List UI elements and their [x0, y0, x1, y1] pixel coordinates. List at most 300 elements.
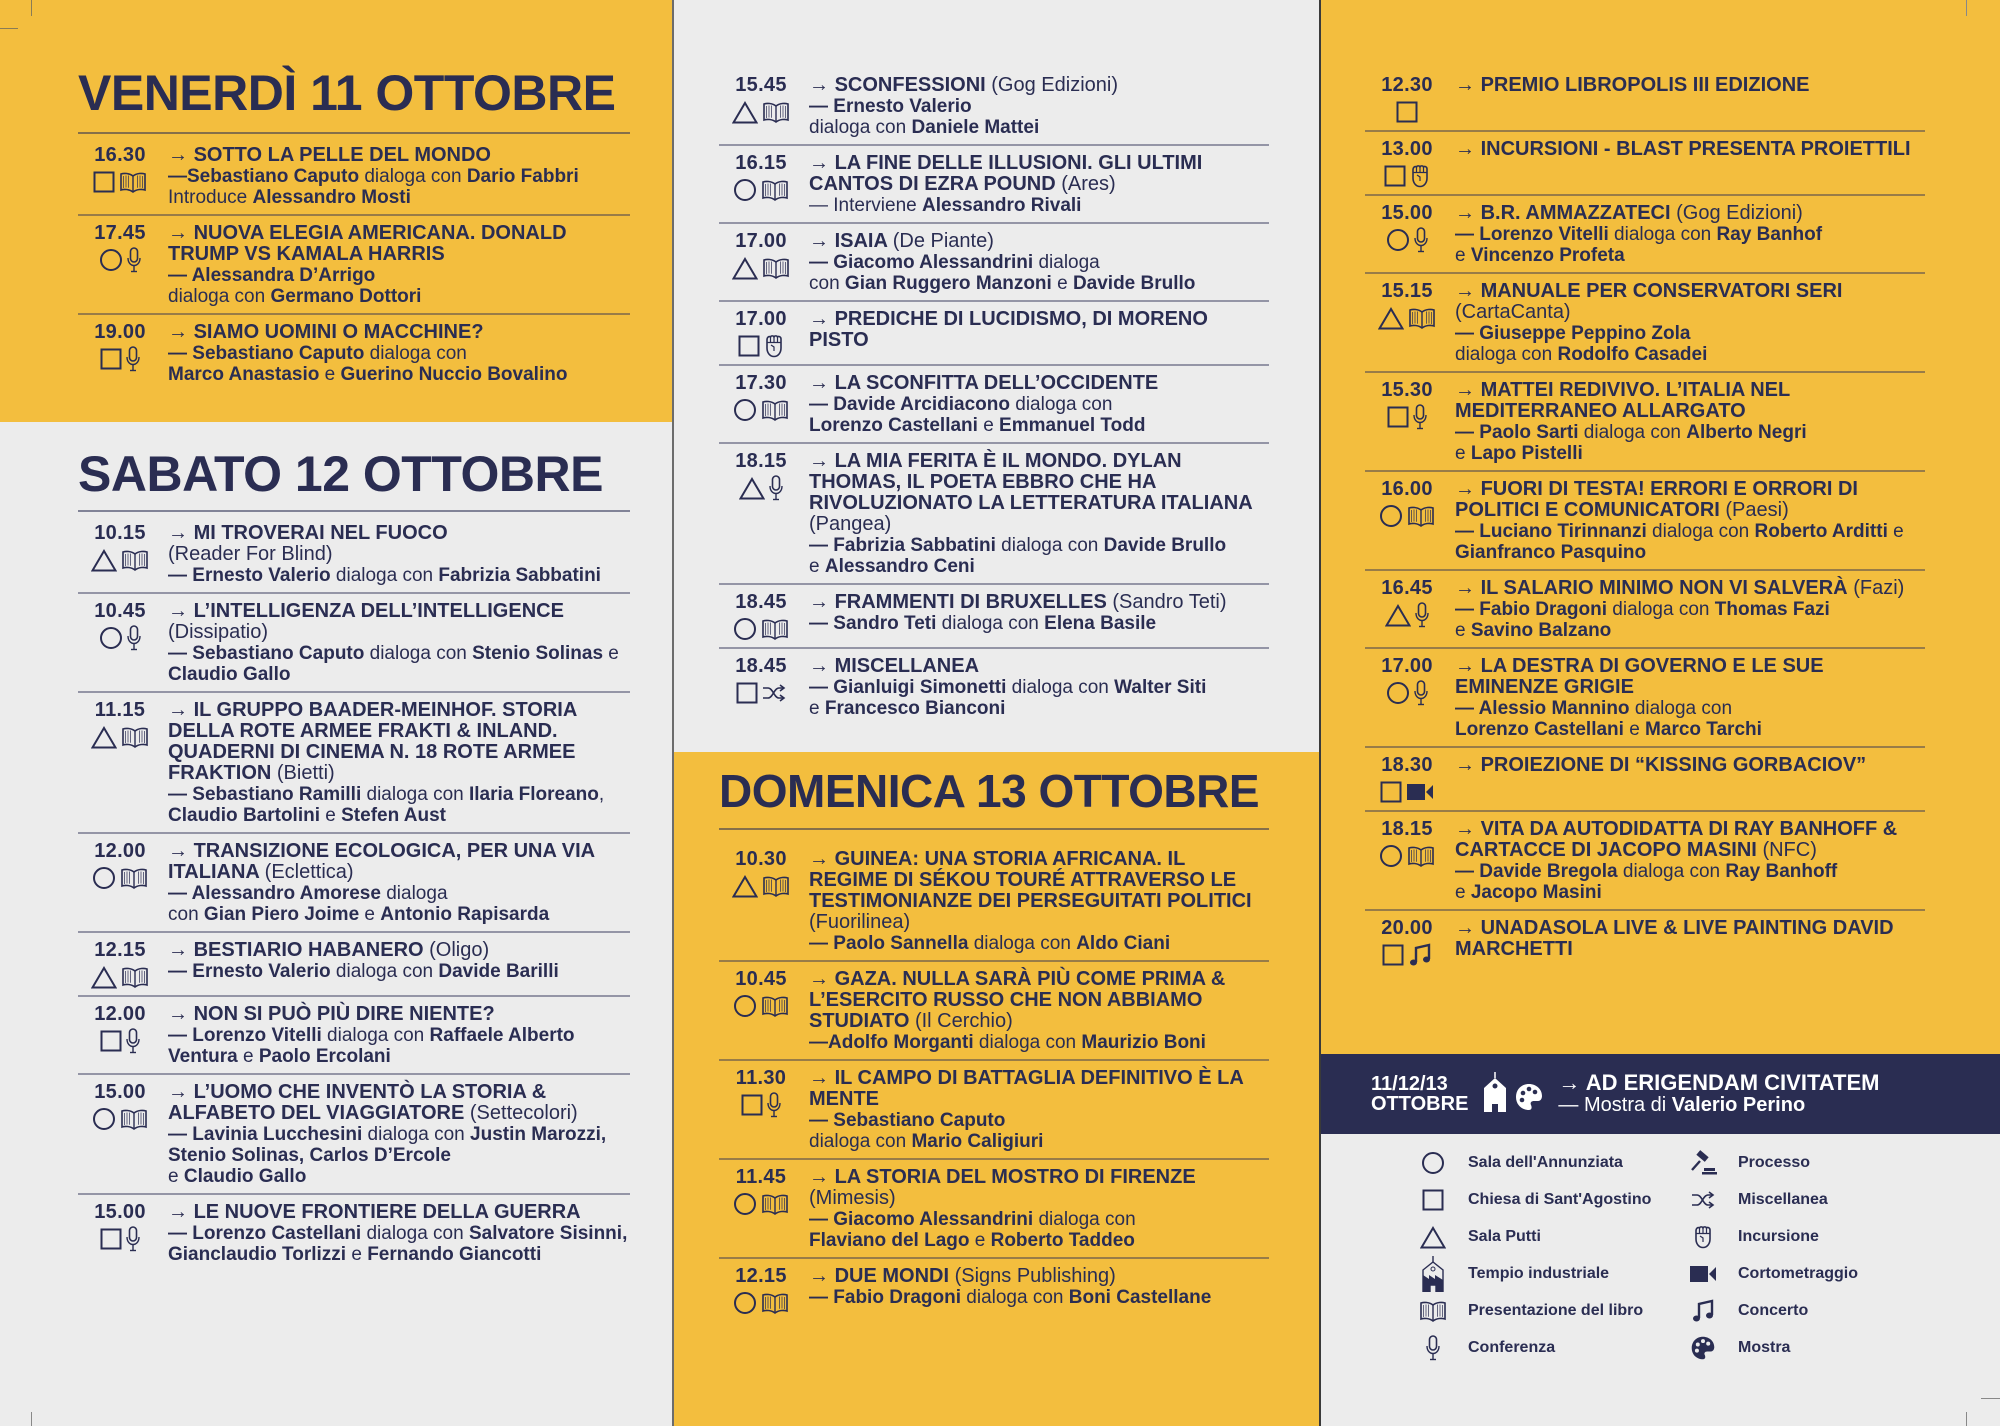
event-publisher: (Oligo): [429, 939, 490, 961]
event-icons: [719, 994, 803, 1018]
event-title-text: B.R. AMMAZZATECI: [1480, 202, 1671, 224]
connector-text: e: [1455, 620, 1471, 641]
connector-text: e: [168, 1166, 184, 1187]
book-icon: [121, 966, 149, 988]
arrow-icon: →: [809, 1166, 835, 1188]
event-details: [168, 940, 630, 989]
crop-mark: [1966, 0, 1967, 16]
speaker-name: — Davide Arcidiacono: [809, 394, 1010, 415]
event-title: [168, 700, 630, 784]
event-title: [1455, 656, 1925, 698]
exhibition-banner: [1321, 1054, 2000, 1134]
triangle-venue-icon: [91, 966, 117, 989]
event-row[interactable]: [719, 302, 1269, 366]
event-row[interactable]: [78, 693, 630, 834]
book-icon: [762, 101, 790, 123]
event-icons: [78, 1029, 162, 1053]
connector-text: dialoga con: [1608, 224, 1717, 245]
event-icons: [78, 1227, 162, 1251]
event-row[interactable]: [78, 594, 630, 693]
microphone-icon: [126, 1028, 140, 1054]
triangle-venue-icon: [1416, 1226, 1450, 1249]
event-title-text: NUOVA ELEGIA AMERICANA. DONALD TRUMP VS KAMALA HARRIS: [168, 222, 567, 265]
event-icons: [1365, 228, 1449, 252]
banner-date: [1371, 1074, 1468, 1114]
event-row[interactable]: [1365, 472, 1925, 571]
arrow-icon: →: [168, 321, 194, 343]
speaker-name: Alessandro Rivali: [922, 195, 1082, 216]
event-publisher: (NFC): [1762, 839, 1817, 861]
event-title: [809, 1068, 1269, 1110]
arrow-icon: →: [1455, 74, 1481, 96]
event-title-text: DUE MONDI: [834, 1265, 950, 1287]
legend-label: Presentazione del libro: [1468, 1302, 1644, 1319]
event-row[interactable]: [719, 444, 1269, 585]
event-details: [809, 1068, 1269, 1152]
event-row[interactable]: [719, 962, 1269, 1061]
event-time: 15.00: [94, 1201, 146, 1223]
event-row[interactable]: [78, 315, 630, 391]
event-icons: [1365, 504, 1449, 528]
video-camera-icon: [1406, 782, 1434, 802]
event-row[interactable]: [1365, 748, 1925, 812]
event-time: 16.45: [1381, 577, 1433, 599]
arrow-icon: →: [168, 144, 194, 166]
event-title-text: IL GRUPPO BAADER-MEINHOF. STORIA DELLA ROTE ARMEE FRAKTI & INLAND. QUADERNI DI CINEMA N. 18 ROTE ARMEE FRAKTION: [168, 699, 577, 784]
event-icons: [719, 1192, 803, 1216]
event-details: [1455, 755, 1925, 804]
event-title: [809, 1266, 1269, 1287]
speaker-name: Maurizio Boni: [1081, 1032, 1206, 1053]
day-title-sunday: DOMENICA 13 OTTOBRE: [719, 765, 1260, 817]
microphone-icon: [1413, 404, 1427, 430]
speaker-name: — Sebastiano Caputo: [168, 343, 365, 364]
event-speakers: [168, 961, 630, 982]
connector-text: dialoga: [380, 883, 448, 904]
event-icons: [1365, 405, 1449, 429]
event-title-text: GAZA. NULLA SARÀ PIÙ COME PRIMA & L’ESERCITO RUSSO CHE NON ABBIAMO STUDIATO: [809, 968, 1226, 1032]
speaker-name: Claudio Bartolini: [168, 805, 320, 826]
event-title: [168, 1004, 630, 1025]
event-title: [1455, 819, 1925, 861]
microphone-icon: [767, 1092, 781, 1118]
event-title-text: SOTTO LA PELLE DEL MONDO: [193, 144, 491, 166]
event-details: [168, 223, 630, 307]
saturday-continued-section: [674, 0, 1319, 752]
book-icon: [762, 257, 790, 279]
square-venue-icon: [1396, 101, 1418, 123]
event-meta: [1365, 656, 1455, 740]
arrow-icon: →: [809, 230, 835, 252]
connector-text: con: [809, 273, 845, 294]
speaker-name: Emmanuel Todd: [999, 415, 1146, 436]
event-details: [1455, 479, 1925, 563]
connector-text: dialoga con: [1629, 698, 1733, 719]
banner-subtitle-prefix: — Mostra di: [1558, 1094, 1672, 1116]
event-row[interactable]: [719, 842, 1269, 962]
book-icon: [761, 399, 789, 421]
event-row[interactable]: [719, 366, 1269, 444]
event-meta: [719, 231, 809, 294]
event-time: 10.45: [94, 600, 146, 622]
event-icons: [719, 476, 803, 500]
event-row[interactable]: [1365, 649, 1925, 748]
event-title: [809, 231, 1269, 252]
speaker-name: Ray Banhof: [1716, 224, 1823, 245]
speaker-name: Jacopo Masini: [1470, 882, 1602, 903]
legend-label: Cortometraggio: [1738, 1265, 1858, 1282]
event-row[interactable]: [78, 216, 630, 315]
event-title: [168, 322, 630, 343]
arrow-icon: →: [1455, 478, 1481, 500]
event-time: 11.45: [735, 1166, 787, 1188]
circle-venue-icon: [1416, 1151, 1450, 1175]
speaker-name: Boni Castellane: [1068, 1287, 1212, 1308]
event-icons: [1365, 603, 1449, 627]
speaker-name: — Fabio Dragoni: [1455, 599, 1607, 620]
square-venue-icon: [93, 171, 115, 193]
event-details: [809, 1167, 1269, 1251]
event-meta: [1365, 578, 1455, 641]
event-title-text: NON SI PUÒ PIÙ DIRE NIENTE?: [193, 1003, 495, 1025]
circle-venue-icon: [733, 1192, 757, 1216]
event-details: [1455, 203, 1925, 266]
event-meta: [78, 145, 168, 208]
book-icon: [761, 1193, 789, 1215]
connector-text: dialoga con: [1009, 394, 1113, 415]
event-title: [168, 523, 630, 565]
speaker-name: Gian Piero Joime: [203, 904, 360, 925]
event-publisher: (Sandro Teti): [1112, 591, 1227, 613]
event-time: 12.00: [94, 840, 146, 862]
event-title-text: MANUALE PER CONSERVATORI SERI: [1480, 280, 1843, 302]
event-icons: [719, 398, 803, 422]
event-time: 15.30: [1381, 379, 1433, 401]
speaker-name: — Paolo Sarti: [1455, 422, 1579, 443]
connector-text: e: [346, 1244, 368, 1265]
speaker-name: Rodolfo Casadei: [1557, 344, 1708, 365]
gavel-icon: [1686, 1150, 1720, 1176]
event-icons: [719, 256, 803, 280]
connector-text: dialoga con: [361, 784, 469, 805]
event-row[interactable]: [719, 585, 1269, 649]
event-time: 13.00: [1381, 138, 1433, 160]
event-title: [1455, 479, 1925, 521]
event-row[interactable]: [1365, 196, 1925, 274]
event-meta: [78, 700, 168, 826]
event-row[interactable]: [78, 997, 630, 1075]
event-meta: [1365, 755, 1455, 804]
connector-text: dialoga con: [330, 961, 439, 982]
event-title-text: IL CAMPO DI BATTAGLIA DEFINITIVO È LA MENTE: [809, 1067, 1244, 1110]
event-title: [809, 451, 1269, 535]
event-publisher: (Gog Edizioni): [991, 74, 1118, 96]
event-row[interactable]: [1365, 132, 1925, 196]
speaker-name: — Ernesto Valerio: [168, 961, 331, 982]
connector-text: dialoga con: [364, 343, 467, 364]
divider: [78, 510, 630, 512]
speaker-name: — Davide Bregola: [1455, 861, 1618, 882]
connector-text: e: [809, 556, 825, 577]
connector-text: dialoga con: [1617, 861, 1726, 882]
sunday-continued-section: [1321, 0, 2000, 1054]
speaker-name: Davide Brullo: [1072, 273, 1196, 294]
event-row[interactable]: [1365, 911, 1925, 973]
arrow-icon: →: [168, 1201, 194, 1223]
event-row[interactable]: [78, 1075, 630, 1195]
book-icon: [761, 995, 789, 1017]
event-meta: [1365, 281, 1455, 365]
event-speakers: [168, 1025, 630, 1067]
arrow-icon: →: [1455, 202, 1481, 224]
event-meta: [78, 1082, 168, 1187]
arrow-icon: →: [809, 1265, 835, 1287]
speaker-name: — Sandro Teti: [809, 613, 937, 634]
speaker-name: Gianfranco Pasquino: [1455, 542, 1647, 563]
event-title: [168, 223, 630, 265]
event-row[interactable]: [719, 1061, 1269, 1160]
event-time: 10.30: [735, 848, 787, 870]
circle-venue-icon: [99, 626, 123, 650]
event-row[interactable]: [78, 516, 630, 594]
event-meta: [78, 601, 168, 685]
event-row[interactable]: [1365, 812, 1925, 911]
connector-text: e: [969, 1230, 991, 1251]
event-icons: [1365, 100, 1449, 124]
event-row[interactable]: [1365, 68, 1925, 132]
event-title: [1455, 75, 1925, 96]
event-title-text: INCURSIONI - BLAST PRESENTA PROIETTILI: [1480, 138, 1911, 160]
event-speakers: [809, 96, 1269, 138]
event-row[interactable]: [719, 224, 1269, 302]
event-speakers: [168, 1223, 630, 1265]
event-row[interactable]: [719, 68, 1269, 146]
event-time: 20.00: [1381, 917, 1433, 939]
event-row[interactable]: [719, 1160, 1269, 1259]
legend-label: Concerto: [1738, 1302, 1809, 1319]
event-details: [809, 75, 1269, 138]
music-note-icon: [1408, 943, 1432, 967]
legend-item: [1686, 1298, 1886, 1324]
event-publisher: (Gog Edizioni): [1676, 202, 1803, 224]
connector-text: dialoga con: [809, 1131, 912, 1152]
day-title-saturday: SABATO 12 OTTOBRE: [78, 446, 603, 502]
connector-text: e: [320, 805, 342, 826]
event-time: 12.30: [1381, 74, 1433, 96]
legend: [1416, 1150, 1886, 1361]
event-row[interactable]: [1365, 274, 1925, 373]
speaker-name: —Sebastiano Caputo: [168, 166, 360, 187]
crop-mark: [31, 0, 32, 16]
event-details: [1455, 380, 1925, 464]
book-icon: [121, 549, 149, 571]
event-icons: [1365, 681, 1449, 705]
event-meta: [719, 969, 809, 1053]
arrow-icon: →: [168, 522, 194, 544]
speaker-name: Gian Ruggero Manzoni: [844, 273, 1052, 294]
crop-mark: [1966, 1412, 1967, 1426]
event-speakers: [1455, 599, 1925, 641]
book-icon: [120, 1108, 148, 1130]
triangle-venue-icon: [732, 257, 758, 280]
circle-venue-icon: [733, 617, 757, 641]
arrow-icon: →: [809, 308, 835, 330]
event-title-text: LE NUOVE FRONTIERE DELLA GUERRA: [193, 1201, 581, 1223]
speaker-name: — Alessandro Amorese: [168, 883, 381, 904]
event-title: [1455, 203, 1925, 224]
event-time: 15.15: [1381, 280, 1433, 302]
connector-text: e: [1455, 882, 1471, 903]
legend-item: [1416, 1335, 1686, 1361]
event-details: [168, 145, 630, 208]
speaker-name: Francesco Bianconi: [824, 698, 1006, 719]
event-details: [809, 592, 1269, 641]
triangle-venue-icon: [91, 726, 117, 749]
banner-month: OTTOBRE: [1371, 1093, 1469, 1115]
speaker-name: Ray Banhoff: [1725, 861, 1838, 882]
event-row[interactable]: [719, 1259, 1269, 1321]
event-title: [1455, 380, 1925, 422]
event-title-text: PROIEZIONE DI “KISSING GORBACIOV”: [1480, 754, 1867, 776]
event-time: 12.15: [735, 1265, 787, 1287]
speaker-name: Marco Tarchi: [1645, 719, 1762, 740]
event-title-text: MATTEI REDIVIVO. L’ITALIA NEL MEDITERRANEO ALLARGATO: [1455, 379, 1790, 422]
event-meta: [719, 153, 809, 216]
square-venue-icon: [736, 682, 758, 704]
event-speakers: [809, 677, 1269, 719]
triangle-venue-icon: [91, 549, 117, 572]
event-title-text: PREDICHE DI LUCIDISMO, DI MORENO PISTO: [809, 308, 1208, 351]
fist-icon: [1410, 164, 1430, 188]
event-time: 10.45: [735, 968, 787, 990]
speaker-name: Guerino Nuccio Bovalino: [340, 364, 568, 385]
event-time: 16.30: [94, 144, 146, 166]
event-meta: [78, 841, 168, 925]
square-venue-icon: [1380, 781, 1402, 803]
event-publisher: (Fuorilinea): [809, 911, 911, 933]
legend-label: Processo: [1738, 1154, 1811, 1171]
event-icons: [719, 178, 803, 202]
event-speakers: [168, 883, 630, 925]
event-speakers: [809, 613, 1269, 634]
connector-text: ,: [598, 784, 605, 805]
event-time: 17.00: [735, 230, 787, 252]
event-icons: [719, 100, 803, 124]
event-row[interactable]: [78, 1195, 630, 1271]
event-row[interactable]: [78, 834, 630, 933]
speaker-name: Aldo Ciani: [1076, 933, 1171, 954]
event-title-text: TRANSIZIONE ECOLOGICA, PER UNA VIA ITALIANA: [168, 840, 595, 883]
event-details: [809, 153, 1269, 216]
event-title-text: BESTIARIO HABANERO: [193, 939, 424, 961]
event-title: [809, 592, 1269, 613]
event-row[interactable]: [78, 933, 630, 997]
event-row[interactable]: [1365, 571, 1925, 649]
legend-label: Tempio industriale: [1468, 1265, 1610, 1282]
circle-venue-icon: [1379, 844, 1403, 868]
event-title-text: MI TROVERAI NEL FUOCO: [193, 522, 448, 544]
microphone-icon: [127, 247, 141, 273]
legend-label: Conferenza: [1468, 1339, 1556, 1356]
event-meta: [1365, 380, 1455, 464]
event-list: [1365, 68, 1925, 973]
event-time: 12.15: [94, 939, 146, 961]
speaker-name: Germano Dottori: [270, 286, 422, 307]
connector-text: e: [809, 698, 825, 719]
shuffle-icon: [1686, 1191, 1720, 1209]
microphone-icon: [769, 475, 783, 501]
event-publisher: (Pangea): [809, 513, 892, 535]
arrow-icon: →: [809, 968, 835, 990]
event-meta: [719, 1167, 809, 1251]
square-venue-icon: [100, 348, 122, 370]
speaker-name: — Sebastiano Ramilli: [168, 784, 362, 805]
factory-temple-icon: [1416, 1256, 1450, 1292]
speaker-name: Lorenzo Castellani: [809, 415, 978, 436]
event-meta: [78, 1004, 168, 1067]
event-icons: [719, 1291, 803, 1315]
event-time: 19.00: [94, 321, 146, 343]
speaker-name: — Fabio Dragoni: [809, 1287, 961, 1308]
event-details: [809, 1266, 1269, 1315]
event-speakers: [809, 1110, 1269, 1152]
connector-text: dialoga con: [330, 565, 439, 586]
event-details: [1455, 918, 1925, 967]
event-speakers: [1455, 861, 1925, 903]
speaker-name: Claudio Gallo: [168, 664, 291, 685]
event-meta: [1365, 479, 1455, 563]
event-meta: [78, 940, 168, 989]
speaker-name: Savino Balzano: [1470, 620, 1612, 641]
book-icon: [761, 179, 789, 201]
event-publisher: (Ares): [1061, 173, 1116, 195]
legend-item: [1416, 1261, 1686, 1287]
arrow-icon: →: [1455, 917, 1481, 939]
event-row[interactable]: [78, 138, 630, 216]
square-venue-icon: [741, 1094, 763, 1116]
event-meta: [78, 223, 168, 307]
event-row[interactable]: [719, 649, 1269, 725]
fist-icon: [1686, 1225, 1720, 1249]
event-speakers: [809, 195, 1269, 216]
event-title: [1455, 755, 1925, 776]
crop-mark: [0, 28, 18, 29]
connector-text: dialoga con: [1646, 521, 1755, 542]
speaker-name: Alessandro Mosti: [252, 187, 411, 208]
connector-text: — Interviene: [809, 195, 922, 216]
event-speakers: [809, 394, 1269, 436]
connector-text: e: [603, 643, 619, 664]
speaker-name: Raffaele Alberto Ventura: [168, 1025, 575, 1067]
legend-item: [1416, 1187, 1686, 1213]
arrow-icon: →: [809, 372, 835, 394]
event-title: [809, 309, 1269, 351]
speaker-name: Alberto Negri: [1686, 422, 1807, 443]
event-icons: [1365, 943, 1449, 967]
event-row[interactable]: [719, 146, 1269, 224]
event-row[interactable]: [1365, 373, 1925, 472]
connector-text: e: [319, 364, 341, 385]
crop-mark: [31, 1412, 32, 1426]
connector-text: dialoga con: [359, 166, 467, 187]
event-details: [168, 322, 630, 385]
legend-item: [1686, 1224, 1886, 1250]
connector-text: dialoga con: [168, 286, 271, 307]
event-details: [809, 309, 1269, 358]
square-venue-icon: [1416, 1189, 1450, 1211]
arrow-icon: →: [809, 450, 835, 472]
speaker-name: Thomas Fazi: [1714, 599, 1830, 620]
